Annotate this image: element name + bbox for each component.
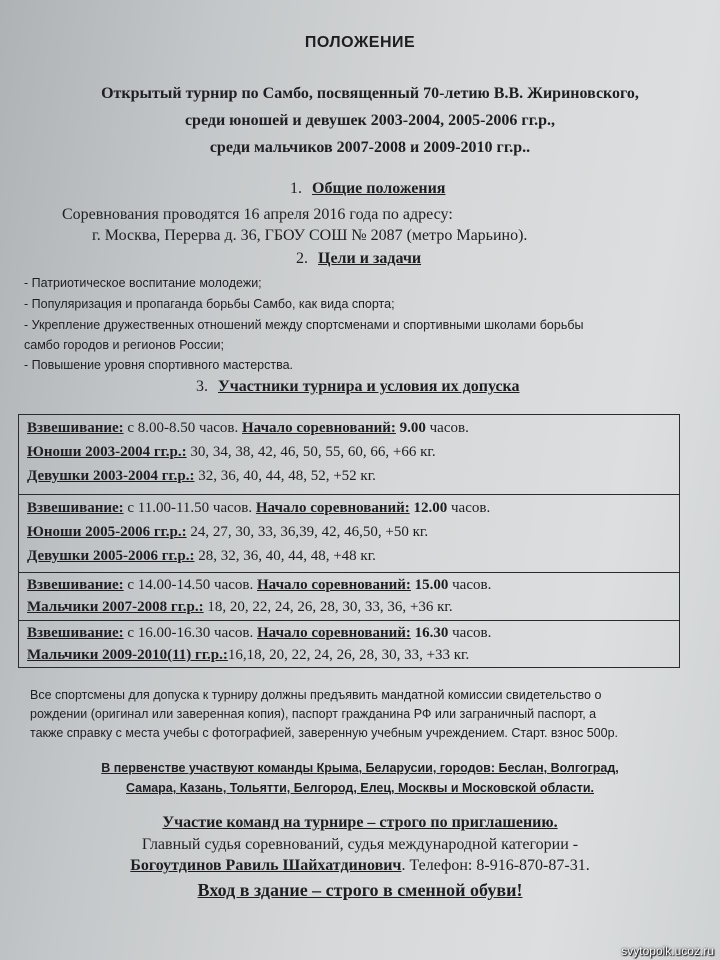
goal-item: - Популяризация и пропаганда борьбы Самбо, как вида спорта; xyxy=(24,297,395,311)
weight-values: 32, 36, 40, 44, 48, 52, +52 кг. xyxy=(194,468,376,484)
weigh-in-time: с 11.00-11.50 часов. xyxy=(123,500,256,516)
start-label: Начало соревнований: xyxy=(255,500,410,516)
start-time: 15.00 xyxy=(410,577,449,593)
subtitle-line: Открытый турнир по Самбо, посвященный 70-летию В.В. Жириновского, xyxy=(101,85,639,102)
section-1-text: г. Москва, Перерва д. 36, ГБОУ СОШ № 2087 (метро Марьино). xyxy=(92,227,528,244)
section-title: Цели и задачи xyxy=(318,250,422,267)
category-label: Юноши 2003-2004 гг.р.: xyxy=(27,444,187,460)
weigh-in-time: с 16.00-16.30 часов. xyxy=(123,625,257,641)
schedule-table xyxy=(18,414,680,668)
subtitle-line: среди мальчиков 2007-2008 и 2009-2010 гг.р.. xyxy=(209,139,531,156)
chief-judge-name: Богоутдинов Равиль Шайхатдинович xyxy=(130,857,402,874)
section-number: 2. xyxy=(296,250,308,267)
start-suffix: часов. xyxy=(447,500,491,516)
weight-values: 24, 27, 30, 33, 36,39, 42, 46,50, +50 кг. xyxy=(186,524,429,540)
note-line: рождении (оригинал или заверенная копия), паспорт гражданина РФ или заграничный паспорт, а xyxy=(30,707,597,721)
weight-class-row xyxy=(27,468,376,485)
category-label: Девушки 2003-2004 гг.р.: xyxy=(27,468,195,484)
goal-item: - Укрепление дружественных отношений между спортсменами и спортивными школами борьбы xyxy=(24,318,584,332)
start-time: 16.30 xyxy=(410,625,449,641)
section-1-heading xyxy=(290,180,445,198)
teams-line: Самара, Казань, Тольятти, Белгород, Елец, Москвы и Московской области. xyxy=(126,781,594,795)
start-label: Начало соревнований: xyxy=(257,577,411,593)
document-title: ПОЛОЖЕНИЕ xyxy=(304,34,416,51)
note-line: Все спортсмены для допуска к турниру должны предъявить мандатной комиссии свидетельство о xyxy=(30,688,602,702)
section-title: Участники турнира и условия их допуска xyxy=(218,378,520,395)
weight-class-row xyxy=(27,444,436,461)
start-label: Начало соревнований: xyxy=(257,625,411,641)
weigh-in-row xyxy=(27,625,491,642)
weigh-in-row xyxy=(27,577,491,594)
weight-class-row xyxy=(27,599,453,616)
shoes-notice: Вход в здание – строго в сменной обуви! xyxy=(197,880,523,900)
goal-item: самбо городов и регионов России; xyxy=(24,338,224,352)
section-3-heading xyxy=(196,378,520,396)
category-label: Юноши 2005-2006 гг.р.: xyxy=(27,524,187,540)
schedule-group xyxy=(19,621,679,667)
schedule-group xyxy=(19,573,679,621)
start-suffix: часов. xyxy=(448,577,492,593)
weight-class-row xyxy=(27,524,428,541)
weight-values: 16,18, 20, 22, 24, 26, 28, 30, 33, +33 кг. xyxy=(227,647,470,663)
goal-item: - Повышение уровня спортивного мастерства. xyxy=(24,358,294,372)
weigh-in-label: Взвешивание: xyxy=(27,625,124,641)
weight-class-row xyxy=(27,548,376,565)
start-suffix: часов. xyxy=(448,625,492,641)
section-number: 1. xyxy=(290,180,302,197)
start-suffix: часов. xyxy=(425,420,469,436)
document-subtitle xyxy=(40,80,700,161)
weight-values: 18, 20, 22, 24, 26, 28, 30, 33, 36, +36 кг. xyxy=(203,599,453,615)
weigh-in-row xyxy=(27,420,469,437)
chief-judge-contact xyxy=(0,857,720,875)
teams-line: В первенстве участвуют команды Крыма, Беларусии, городов: Беслан, Волгоград, xyxy=(101,761,619,775)
section-title: Общие положения xyxy=(312,180,446,197)
schedule-group xyxy=(19,415,679,495)
goal-item: - Патриотическое воспитание молодежи; xyxy=(24,276,262,290)
site-watermark: svytopolk.ucoz.ru xyxy=(621,944,714,958)
phone-number: . Телефон: 8-916-870-87-31. xyxy=(401,857,590,874)
start-time: 12.00 xyxy=(409,500,448,516)
weight-values: 28, 32, 36, 40, 44, 48, +48 кг. xyxy=(194,548,376,564)
weigh-in-time: с 14.00-14.50 часов. xyxy=(123,577,257,593)
category-label: Мальчики 2009-2010(11) гг.р.: xyxy=(27,647,228,663)
section-number: 3. xyxy=(196,378,208,395)
admission-note xyxy=(30,686,690,743)
weight-class-row xyxy=(27,647,469,664)
weigh-in-label: Взвешивание: xyxy=(27,420,124,436)
section-2-heading xyxy=(296,250,421,268)
weigh-in-label: Взвешивание: xyxy=(27,500,124,516)
chief-judge-line: Главный судья соревнований, судья международной категории - xyxy=(141,836,579,853)
subtitle-line: среди юношей и девушек 2003-2004, 2005-2006 гг.р., xyxy=(184,112,556,129)
invitation-notice: Участие команд на турнире – строго по приглашению. xyxy=(162,814,558,831)
schedule-group xyxy=(19,495,679,573)
start-time: 9.00 xyxy=(395,420,426,436)
category-label: Мальчики 2007-2008 гг.р.: xyxy=(27,599,204,615)
category-label: Девушки 2005-2006 гг.р.: xyxy=(27,548,195,564)
weigh-in-time: с 8.00-8.50 часов. xyxy=(123,420,242,436)
note-line: также справку с места учебы с фотографией, заверенную учебным учреждением. Старт. взнос 500р. xyxy=(30,726,618,740)
weight-values: 30, 34, 38, 42, 46, 50, 55, 60, 66, +66 кг. xyxy=(186,444,436,460)
weigh-in-label: Взвешивание: xyxy=(27,577,124,593)
start-label: Начало соревнований: xyxy=(242,420,396,436)
weigh-in-row xyxy=(27,500,490,517)
section-1-text: Соревнования проводятся 16 апреля 2016 года по адресу: xyxy=(62,206,453,223)
participating-teams xyxy=(40,758,680,798)
